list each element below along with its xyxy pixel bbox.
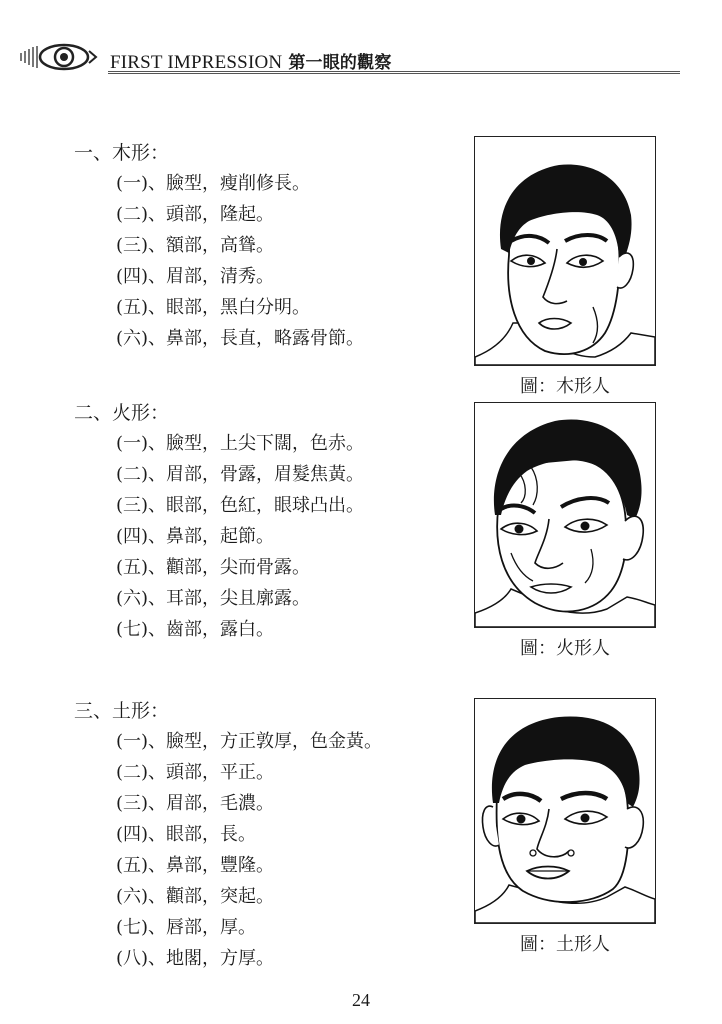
wood-face-illustration [475, 137, 655, 365]
fire-face-illustration [475, 403, 655, 627]
item-list [116, 428, 364, 645]
page-number: 24 [352, 990, 370, 1010]
section-earth [74, 696, 382, 974]
figure-fire [474, 402, 656, 660]
list-item: (三)、眼部，色紅，眼球凸出。 [116, 495, 365, 516]
header-rule [108, 71, 680, 74]
section-title: 一、木形： [74, 142, 170, 164]
list-item: (一)、臉型，瘦削修長。 [116, 173, 311, 194]
figure-caption: 圖：土形人 [520, 934, 610, 955]
figure-wood [474, 136, 656, 398]
list-item: (四)、眉部，清秀。 [116, 266, 275, 287]
list-item: (一)、臉型，方正敦厚，色金黃。 [116, 731, 383, 752]
header-title-en: FIRST IMPRESSION [110, 52, 283, 73]
eye-icon [20, 42, 100, 72]
list-item: (二)、眉部，骨露，眉髮焦黃。 [116, 464, 365, 485]
list-item: (六)、鼻部，長直，略露骨節。 [116, 328, 365, 349]
figure-earth [474, 698, 656, 956]
section-wood [74, 138, 364, 354]
list-item: (八)、地閣，方厚。 [116, 948, 275, 969]
list-item: (二)、頭部，平正。 [116, 762, 275, 783]
page-header [20, 38, 680, 78]
list-item: (一)、臉型，上尖下闊，色赤。 [116, 433, 365, 454]
section-title: 三、土形： [74, 700, 170, 722]
list-item: (五)、鼻部，豐隆。 [116, 855, 275, 876]
list-item: (三)、眉部，毛濃。 [116, 793, 275, 814]
list-item: (七)、唇部，厚。 [116, 917, 257, 938]
header-title-cn: 第一眼的觀察 [288, 53, 392, 73]
section-title: 二、火形： [74, 402, 170, 424]
list-item: (五)、顴部，尖而骨露。 [116, 557, 311, 578]
figure-caption: 圖：火形人 [520, 638, 610, 659]
figure-frame [474, 402, 656, 628]
figure-frame [474, 698, 656, 924]
figure-frame [474, 136, 656, 366]
list-item: (五)、眼部，黑白分明。 [116, 297, 311, 318]
list-item: (四)、眼部，長。 [116, 824, 257, 845]
list-item: (六)、顴部，突起。 [116, 886, 275, 907]
item-list [116, 726, 382, 974]
list-item: (六)、耳部，尖且廓露。 [116, 588, 311, 609]
list-item: (七)、齒部，露白。 [116, 619, 275, 640]
list-item: (二)、頭部，隆起。 [116, 204, 275, 225]
item-list [116, 168, 364, 354]
section-fire [74, 398, 364, 645]
earth-face-illustration [475, 699, 655, 923]
list-item: (四)、鼻部，起節。 [116, 526, 275, 547]
figure-caption: 圖：木形人 [520, 376, 610, 397]
list-item: (三)、額部，高聳。 [116, 235, 275, 256]
